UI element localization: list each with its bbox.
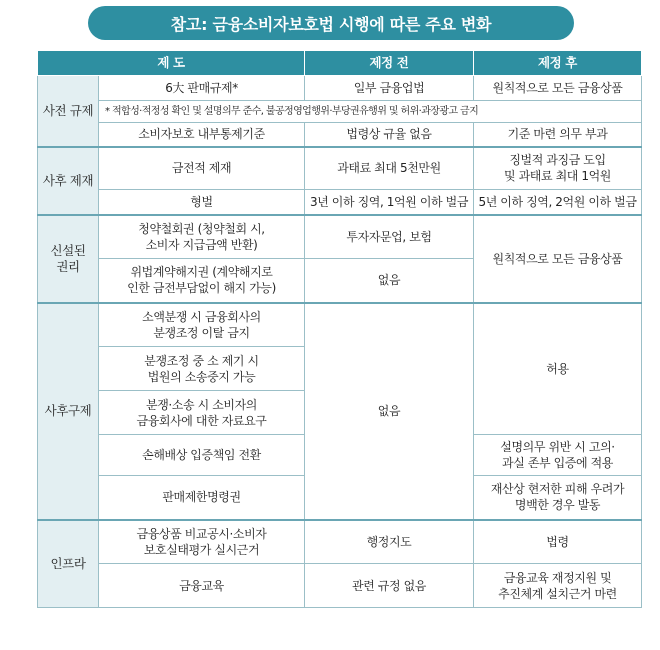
cell-after: 원칙적으로 모든 금융상품 bbox=[474, 76, 642, 101]
category-infra: 인프라 bbox=[38, 520, 99, 608]
cell-system: 소비자보호 내부통제기준 bbox=[99, 123, 305, 147]
cell-system: 판매제한명령권 bbox=[99, 476, 305, 520]
cell-before: 3년 이하 징역, 1억원 이하 벌금 bbox=[305, 190, 474, 215]
cell-before: 행정지도 bbox=[305, 520, 474, 564]
cell-after: 징벌적 과징금 도입 및 과태료 최대 1억원 bbox=[474, 147, 642, 190]
table-row bbox=[38, 76, 642, 101]
cell-system: 금융교육 bbox=[99, 564, 305, 608]
category-post-relief: 사후구제 bbox=[38, 303, 99, 520]
cell-before: 법령상 규율 없음 bbox=[305, 123, 474, 147]
cell-before: 없음 bbox=[305, 259, 474, 303]
cell-after: 재산상 현저한 피해 우려가 명백한 경우 발동 bbox=[474, 476, 642, 520]
table-row bbox=[38, 123, 642, 147]
category-prior-regulation: 사전 규제 bbox=[38, 76, 99, 147]
cell-before: 관련 규정 없음 bbox=[305, 564, 474, 608]
header-row bbox=[38, 51, 642, 76]
header-after: 제정 후 bbox=[474, 51, 642, 76]
cell-before: 없음 bbox=[305, 303, 474, 520]
page-title: 참고: 금융소비자보호법 시행에 따른 주요 변화 bbox=[88, 6, 574, 40]
cell-before: 일부 금융업법 bbox=[305, 76, 474, 101]
table-row bbox=[38, 564, 642, 608]
cell-system: 6大 판매규제* bbox=[99, 76, 305, 101]
cell-after: 법령 bbox=[474, 520, 642, 564]
cell-after: 기준 마련 의무 부과 bbox=[474, 123, 642, 147]
cell-before: 과태료 최대 5천만원 bbox=[305, 147, 474, 190]
footnote: * 적합성·적정성 확인 및 설명의무 준수, 불공정영업행위·부당권유행위 및 허위·과장광고 금지 bbox=[99, 101, 642, 123]
cell-after: 금융교육 재정지원 및 추진체계 설치근거 마련 bbox=[474, 564, 642, 608]
cell-system: 금전적 제재 bbox=[99, 147, 305, 190]
cell-system: 소액분쟁 시 금융회사의 분쟁조정 이탈 금지 bbox=[99, 303, 305, 347]
cell-after: 원칙적으로 모든 금융상품 bbox=[474, 215, 642, 303]
table-row bbox=[38, 101, 642, 123]
cell-system: 청약철회권 (청약철회 시, 소비자 지급금액 반환) bbox=[99, 215, 305, 259]
cell-system: 형벌 bbox=[99, 190, 305, 215]
cell-after: 5년 이하 징역, 2억원 이하 벌금 bbox=[474, 190, 642, 215]
cell-system: 분쟁·소송 시 소비자의 금융회사에 대한 자료요구 bbox=[99, 391, 305, 435]
cell-system: 손해배상 입증책임 전환 bbox=[99, 435, 305, 476]
header-system: 제 도 bbox=[38, 51, 305, 76]
table-row bbox=[38, 215, 642, 259]
comparison-table bbox=[37, 50, 642, 608]
cell-before: 투자자문업, 보험 bbox=[305, 215, 474, 259]
cell-system: 분쟁조정 중 소 제기 시 법원의 소송중지 가능 bbox=[99, 347, 305, 391]
cell-system: 위법계약해지권 (계약해지로 인한 금전부담없이 해지 가능) bbox=[99, 259, 305, 303]
table-row bbox=[38, 520, 642, 564]
table-row bbox=[38, 147, 642, 190]
cell-after: 설명의무 위반 시 고의· 과실 존부 입증에 적용 bbox=[474, 435, 642, 476]
cell-system: 금융상품 비교공시·소비자 보호실태평가 실시근거 bbox=[99, 520, 305, 564]
table-row bbox=[38, 303, 642, 347]
table-row bbox=[38, 190, 642, 215]
category-new-rights: 신설된 권리 bbox=[38, 215, 99, 303]
cell-after: 허용 bbox=[474, 303, 642, 435]
header-before: 제정 전 bbox=[305, 51, 474, 76]
category-post-sanction: 사후 제재 bbox=[38, 147, 99, 215]
